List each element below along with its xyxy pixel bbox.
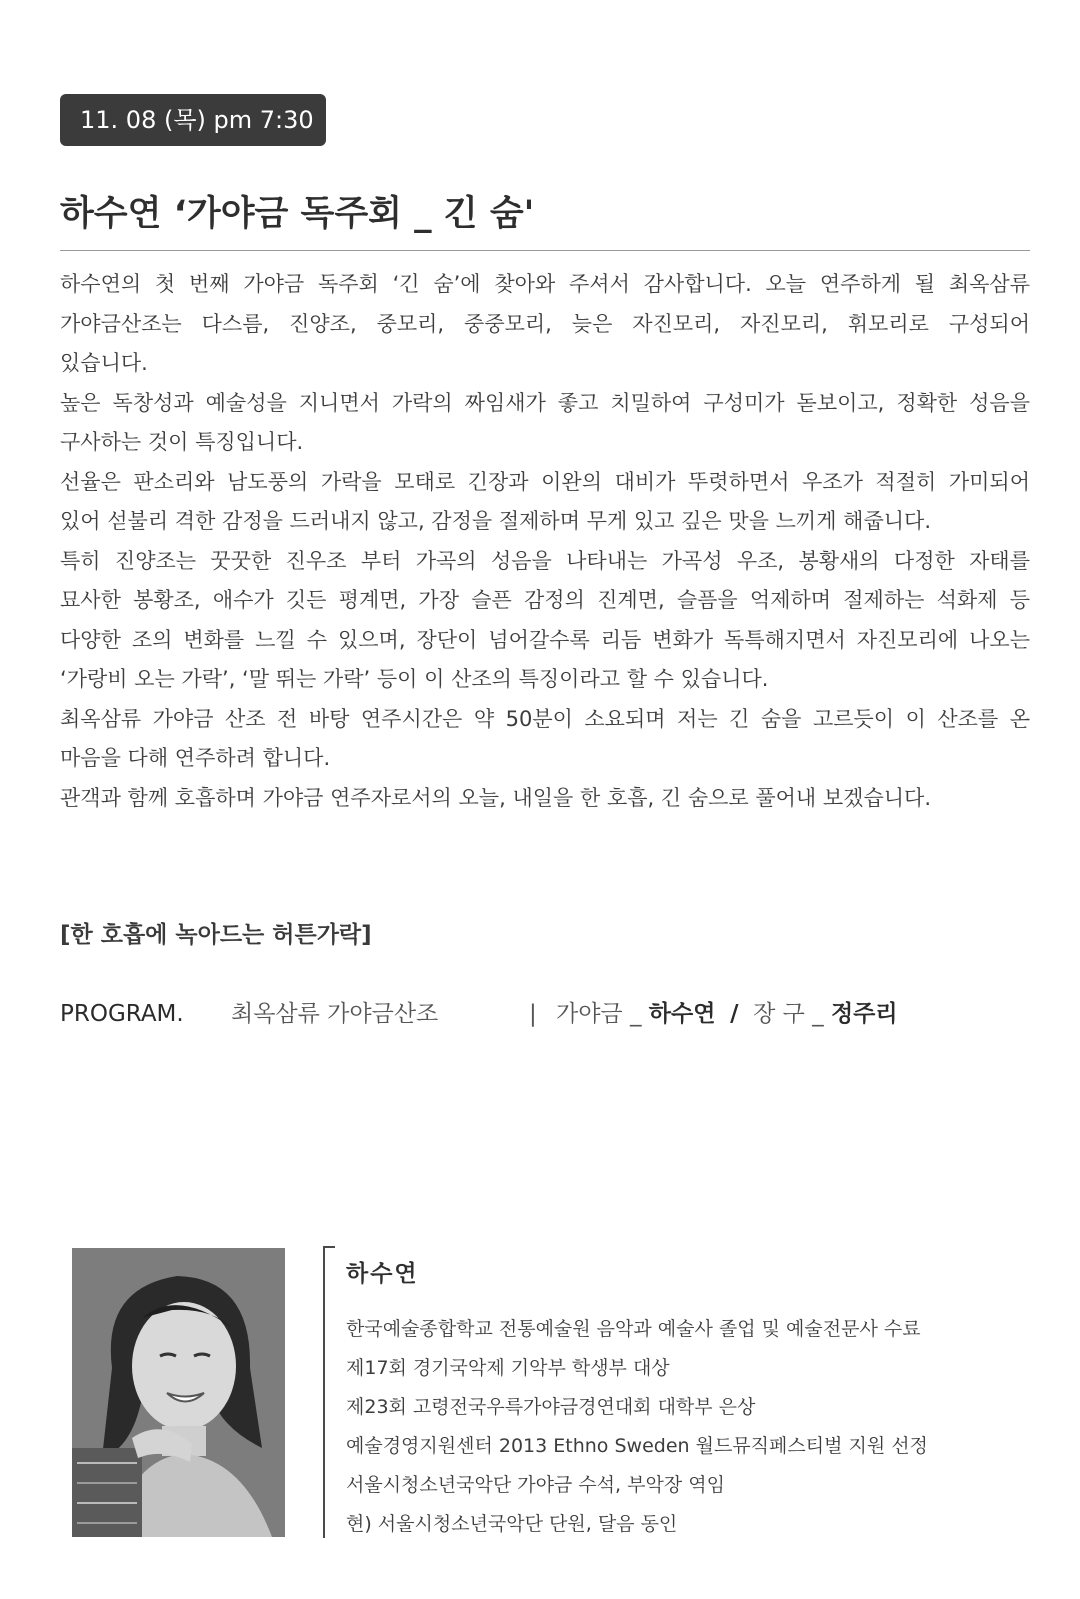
profile-bio-list — [346, 1310, 928, 1544]
instrument-gayageum: 가야금 _ — [556, 1001, 642, 1027]
intro-line: 높은 독창성과 예술성을 지니면서 가락의 짜임새가 좋고 치밀하여 구성미가 돋보이고, 정확한 성음을 — [60, 390, 1030, 415]
intro-line: ‘가랑비 오는 가락’, ‘말 뛰는 가락’ 등이 이 산조의 특징이라고 할 수 있습니다. — [60, 667, 769, 691]
performer-portrait-image — [72, 1248, 285, 1537]
program-piece: 최옥삼류 가야금산조 — [231, 1001, 439, 1027]
intro-line: 관객과 함께 호흡하며 가야금 연주자로서의 오늘, 내일을 한 호흡, 긴 숨으로 풀어내 보겠습니다. — [60, 785, 931, 810]
program-separator: | — [529, 1001, 537, 1027]
intro-line: 가야금산조는 다스름, 진양조, 중모리, 중중모리, 늦은 자진모리, 자진모리, 휘모리로 구성되어 — [60, 311, 1030, 336]
intro-line: 하수연의 첫 번째 가야금 독주회 ‘긴 숨’에 찾아와 주셔서 감사합니다. 오늘 연주하게 될 최옥삼류 — [60, 272, 1030, 296]
intro-line: 다양한 조의 변화를 느낄 수 있으며, 장단이 넘어갈수록 리듬 변화가 독특해지면서 자진모리에 나오는 — [60, 627, 1030, 652]
performer-janggu: 정주리 — [830, 1001, 898, 1027]
date-badge: 11. 08 (목) pm 7:30 — [60, 94, 326, 146]
title-divider — [60, 250, 1030, 251]
intro-line: 특히 진양조는 꿋꿋한 진우조 부터 가곡의 성음을 나타내는 가곡성 우조, 봉황새의 다정한 자태를 — [60, 548, 1030, 573]
bio-item: 현) 서울시청소년국악단 단원, 달음 동인 — [346, 1513, 678, 1535]
bio-item: 제23회 고령전국우륵가야금경연대회 대학부 은상 — [346, 1396, 756, 1418]
instrument-janggu: 장 구 _ — [753, 1001, 824, 1027]
program-row — [60, 998, 1020, 1030]
intro-line: 묘사한 봉황조, 애수가 깃든 평계면, 가장 슬픈 감정의 진계면, 슬픔을 억제하며 절제하는 석화제 등 — [60, 588, 1030, 612]
bio-item: 한국예술종합학교 전통예술원 음악과 예술사 졸업 및 예술전문사 수료 — [346, 1318, 921, 1340]
performer-gayageum: 하수연 — [648, 1001, 716, 1027]
credit-slash: / — [730, 1001, 739, 1027]
bio-bracket — [323, 1246, 335, 1538]
intro-line: 있어 섣불리 격한 감정을 드러내지 않고, 감정을 절제하며 무게 있고 깊은 맛을 느끼게 해줍니다. — [60, 509, 931, 533]
intro-line: 최옥삼류 가야금 산조 전 바탕 연주시간은 약 50분이 소요되며 저는 긴 숨을 고르듯이 이 산조를 온 — [60, 706, 1030, 731]
program-label: PROGRAM. — [60, 1001, 184, 1027]
performer-photo — [72, 1248, 285, 1537]
intro-line: 구사하는 것이 특징입니다. — [60, 430, 304, 454]
intro-line: 마음을 다해 연주하려 합니다. — [60, 746, 331, 770]
page-title: 하수연 ‘가야금 독주회 _ 긴 숨' — [60, 194, 535, 234]
intro-line: 있습니다. — [60, 351, 148, 375]
program-credits — [556, 998, 898, 1030]
program-subtitle: [한 호흡에 녹아드는 허튼가락] — [60, 922, 372, 948]
profile-name: 하수연 — [346, 1261, 419, 1287]
intro-line: 선율은 판소리와 남도풍의 가락을 모태로 긴장과 이완의 대비가 뚜렷하면서 우조가 적절히 가미되어 — [60, 469, 1030, 494]
bio-item: 예술경영지원센터 2013 Ethno Sweden 월드뮤직페스티벌 지원 선정 — [346, 1435, 928, 1457]
bio-item: 서울시청소년국악단 가야금 수석, 부악장 역임 — [346, 1474, 725, 1496]
bio-item: 제17회 경기국악제 기악부 학생부 대상 — [346, 1357, 670, 1379]
intro-text — [60, 265, 1030, 818]
